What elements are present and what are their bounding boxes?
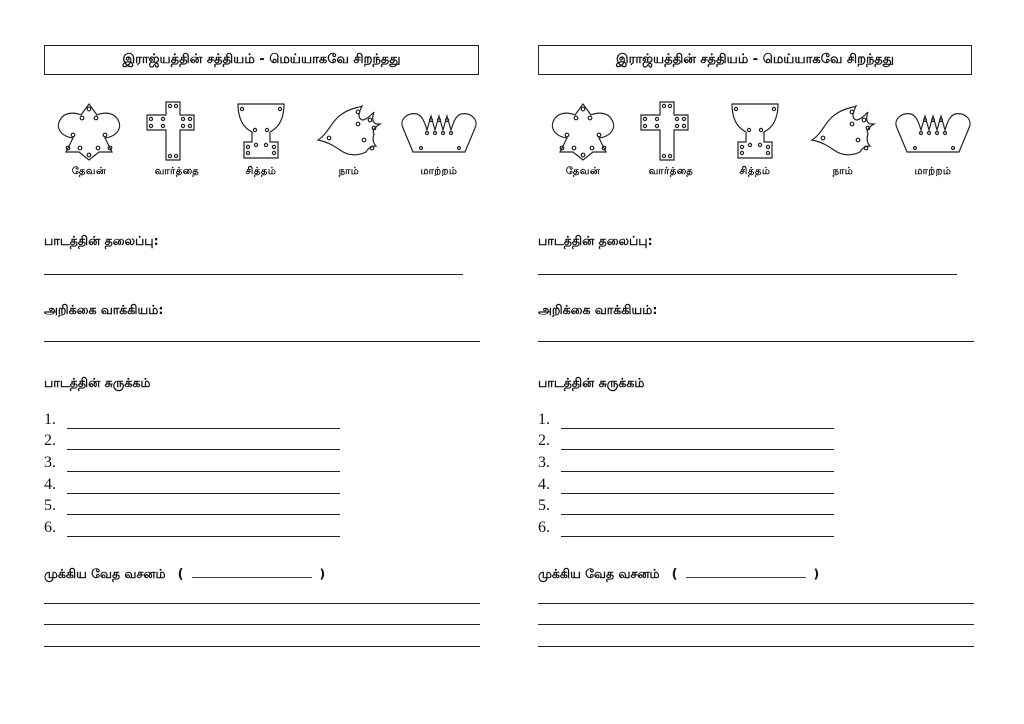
icon-label: சித்தம் (245, 166, 277, 177)
verse-reference-field[interactable] (192, 565, 312, 578)
statement-label: அறிக்கை வாக்கியம்: (538, 302, 658, 317)
verse-reference-field[interactable] (686, 565, 806, 578)
icon-row (44, 100, 484, 190)
icon-item (538, 100, 628, 178)
summary-line[interactable] (67, 471, 340, 472)
summary-line[interactable] (67, 428, 340, 429)
icon-label: நாம் (338, 166, 360, 177)
summary-line[interactable] (561, 514, 834, 515)
icon-label: சித்தம் (739, 166, 771, 177)
icon-item (216, 100, 306, 178)
icon-label: மாற்றம் (914, 166, 952, 177)
verse-line[interactable] (538, 624, 974, 625)
cross-icon (636, 100, 706, 162)
key-verse-label: முக்கிய வேத வசனம் (538, 566, 660, 581)
icon-item (304, 100, 394, 178)
chalice-icon (226, 100, 296, 162)
icon-item (888, 100, 978, 178)
icon-item (132, 100, 222, 178)
worksheet-left: இராஜ்யத்தின் சத்தியம் - மெய்யாகவே சிறந்தது தேவன் வார்த்தை சித்தம் நாம் மாற்றம் பாடத்தின் தலைப்பு: அறிக்கை வாக்கியம்: பாடத்தின் சுருக்கம் 1. 2. 3. 4. 5. 6. முக்கிய வேத வசனம் ( ) (44, 0, 484, 724)
verse-line[interactable] (44, 624, 480, 625)
icon-label: மாற்றம் (420, 166, 458, 177)
icon-label: தேவன் (71, 166, 107, 177)
statement-line[interactable] (538, 341, 974, 342)
worksheet-right: இராஜ்யத்தின் சத்தியம் - மெய்யாகவே சிறந்தது தேவன் வார்த்தை சித்தம் நாம் மாற்றம் பாடத்தின் தலைப்பு: அறிக்கை வாக்கியம்: பாடத்தின் சுருக்கம் 1. 2. 3. 4. 5. 6. முக்கிய வேத வசனம் ( ) (538, 0, 974, 724)
crown-icon (893, 100, 973, 162)
icon-label: நாம் (832, 166, 854, 177)
heart-badge-icon (548, 100, 618, 162)
verse-line[interactable] (538, 646, 974, 647)
key-verse-row: முக்கிய வேத வசனம் ( ) (44, 566, 326, 582)
summary-line[interactable] (561, 536, 834, 537)
statement-line[interactable] (44, 341, 480, 342)
summary-line[interactable] (561, 493, 834, 494)
verse-line[interactable] (538, 603, 974, 604)
summary-line[interactable] (67, 493, 340, 494)
dove-icon (808, 100, 878, 162)
icon-label: வார்த்தை (648, 166, 694, 177)
icon-item (626, 100, 716, 178)
worksheet-title: இராஜ்யத்தின் சத்தியம் - மெய்யாகவே சிறந்தது (538, 45, 972, 75)
chalice-icon (720, 100, 790, 162)
key-verse-label: முக்கிய வேத வசனம் (44, 566, 166, 581)
key-verse-row: முக்கிய வேத வசனம் ( ) (538, 566, 820, 582)
dove-icon (314, 100, 384, 162)
summary-line[interactable] (561, 471, 834, 472)
icon-row (538, 100, 978, 190)
verse-line[interactable] (44, 603, 480, 604)
icon-label: வார்த்தை (154, 166, 200, 177)
icon-item (798, 100, 888, 178)
worksheet-title: இராஜ்யத்தின் சத்தியம் - மெய்யாகவே சிறந்தது (44, 45, 479, 75)
icon-item (710, 100, 800, 178)
summary-line[interactable] (67, 449, 340, 450)
summary-line[interactable] (67, 514, 340, 515)
verse-line[interactable] (44, 646, 480, 647)
icon-item (394, 100, 484, 178)
cross-icon (142, 100, 212, 162)
summary-line[interactable] (67, 536, 340, 537)
lesson-title-line[interactable] (44, 274, 463, 275)
statement-label: அறிக்கை வாக்கியம்: (44, 302, 164, 317)
summary-label: பாடத்தின் சுருக்கம் (538, 375, 645, 390)
lesson-title-label: பாடத்தின் தலைப்பு: (538, 233, 653, 248)
crown-icon (399, 100, 479, 162)
summary-label: பாடத்தின் சுருக்கம் (44, 375, 151, 390)
heart-badge-icon (54, 100, 124, 162)
summary-line[interactable] (561, 428, 834, 429)
icon-item (44, 100, 134, 178)
icon-label: தேவன் (565, 166, 601, 177)
summary-line[interactable] (561, 449, 834, 450)
lesson-title-line[interactable] (538, 274, 957, 275)
lesson-title-label: பாடத்தின் தலைப்பு: (44, 233, 159, 248)
